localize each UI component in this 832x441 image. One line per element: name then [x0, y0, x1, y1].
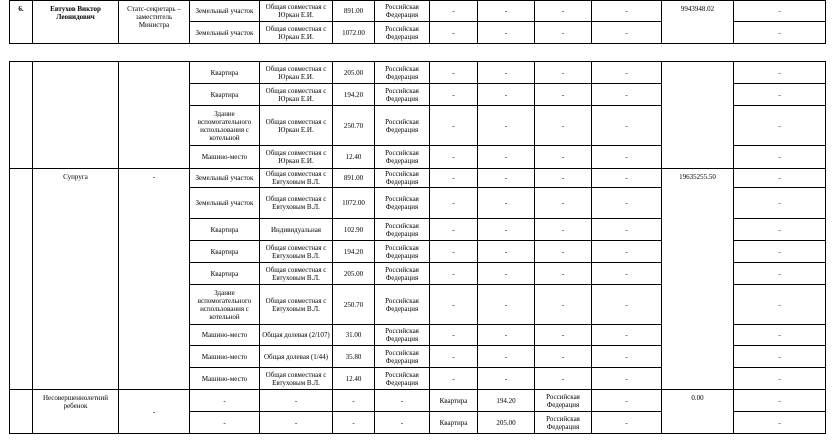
object-type: Квартира — [190, 241, 260, 263]
person-position: Статс-секретарь – заместитель Министра — [119, 1, 190, 44]
object-area: 250.70 — [333, 106, 375, 146]
used-type: - — [430, 241, 478, 263]
object-country: Российская Федерация — [375, 62, 430, 84]
object-country: Российская Федерация — [375, 241, 430, 263]
object-type: Земельный участок — [190, 188, 260, 219]
object-country: Российская Федерация — [375, 169, 430, 188]
object-type: Машино-место — [190, 325, 260, 346]
relation-label: Супруга — [33, 169, 119, 390]
vehicles: - — [592, 346, 662, 368]
vehicles: - — [592, 390, 662, 412]
ownership-type: Общая совместная с Евтуховым В.Л. — [260, 368, 333, 390]
acquisition-sources: - — [734, 1, 826, 22]
used-type: - — [430, 1, 478, 22]
object-country: Российская Федерация — [375, 263, 430, 285]
used-type: - — [430, 325, 478, 346]
object-area: 194.20 — [333, 84, 375, 106]
acquisition-sources: - — [734, 22, 826, 44]
vehicles: - — [592, 219, 662, 241]
acquisition-sources: - — [734, 263, 826, 285]
used-area: - — [478, 241, 535, 263]
used-country: - — [535, 346, 592, 368]
used-country: Российская Федерация — [535, 390, 592, 412]
used-area: - — [478, 219, 535, 241]
object-area: 205.00 — [333, 263, 375, 285]
used-country: - — [535, 146, 592, 169]
object-area: 205.00 — [333, 62, 375, 84]
object-country: Российская Федерация — [375, 188, 430, 219]
vehicles: - — [592, 169, 662, 188]
vehicles: - — [592, 241, 662, 263]
declared-income: 9943948.02 — [662, 1, 734, 44]
vehicles: - — [592, 188, 662, 219]
ownership-type: Общая совместная с Евтуховым В.Л. — [260, 241, 333, 263]
used-country: - — [535, 368, 592, 390]
declared-income: 0.00 — [662, 390, 734, 434]
used-country: - — [535, 188, 592, 219]
ownership-type: Общая долевая (2/107) — [260, 325, 333, 346]
vehicles: - — [592, 368, 662, 390]
used-country: - — [535, 285, 592, 325]
object-area: 891.00 — [333, 1, 375, 22]
object-type: Квартира — [190, 219, 260, 241]
vehicles: - — [592, 412, 662, 434]
acquisition-sources: - — [734, 346, 826, 368]
ownership-type: Общая совместная с Юркан Е.И. — [260, 146, 333, 169]
acquisition-sources: - — [734, 325, 826, 346]
vehicles: - — [592, 1, 662, 22]
acquisition-sources: - — [734, 62, 826, 84]
used-type: Квартира — [430, 412, 478, 434]
acquisition-sources: - — [734, 368, 826, 390]
used-type: - — [430, 62, 478, 84]
object-country: Российская Федерация — [375, 106, 430, 146]
used-type: - — [430, 84, 478, 106]
object-country: Российская Федерация — [375, 22, 430, 44]
used-country: - — [535, 219, 592, 241]
object-area: 250.70 — [333, 285, 375, 325]
used-area: - — [478, 22, 535, 44]
object-country: - — [375, 412, 430, 434]
acquisition-sources: - — [734, 84, 826, 106]
used-type: Квартира — [430, 390, 478, 412]
acquisition-sources: - — [734, 188, 826, 219]
ownership-type: Общая совместная с Евтуховым В.Л. — [260, 263, 333, 285]
object-area: 12.40 — [333, 368, 375, 390]
row-number: 6. — [10, 1, 33, 44]
object-type: Земельный участок — [190, 1, 260, 22]
declared-income: 19635255.50 — [662, 169, 734, 390]
ownership-type: - — [260, 412, 333, 434]
object-country: Российская Федерация — [375, 146, 430, 169]
used-type: - — [430, 368, 478, 390]
vehicles: - — [592, 325, 662, 346]
object-country: Российская Федерация — [375, 219, 430, 241]
used-type: - — [430, 169, 478, 188]
vehicles: - — [592, 146, 662, 169]
ownership-type: Общая совместная с Евтуховым В.Л. — [260, 169, 333, 188]
object-type: Здание вспомогательного использования с котельной — [190, 106, 260, 146]
used-type: - — [430, 106, 478, 146]
ownership-type: - — [260, 390, 333, 412]
used-area: 194.20 — [478, 390, 535, 412]
ownership-type: Индивидуальная — [260, 219, 333, 241]
object-country: - — [375, 390, 430, 412]
object-area: - — [333, 412, 375, 434]
used-area: - — [478, 325, 535, 346]
acquisition-sources: - — [734, 169, 826, 188]
used-type: - — [430, 346, 478, 368]
object-type: Земельный участок — [190, 22, 260, 44]
spouse-position: - — [119, 169, 190, 390]
table-row — [10, 169, 826, 188]
used-area: - — [478, 346, 535, 368]
used-country: - — [535, 1, 592, 22]
used-country: - — [535, 22, 592, 44]
ownership-type: Общая совместная с Евтуховым В.Л. — [260, 188, 333, 219]
object-country: Российская Федерация — [375, 368, 430, 390]
used-country: - — [535, 169, 592, 188]
ownership-type: Общая совместная с Юркан Е.И. — [260, 22, 333, 44]
used-area: - — [478, 285, 535, 325]
object-type: Машино-место — [190, 346, 260, 368]
vehicles: - — [592, 263, 662, 285]
object-type: Квартира — [190, 263, 260, 285]
used-area: - — [478, 188, 535, 219]
used-country: - — [535, 263, 592, 285]
vehicles: - — [592, 22, 662, 44]
table-row — [10, 390, 826, 412]
ownership-type: Общая долевая (1/44) — [260, 346, 333, 368]
ownership-type: Общая совместная с Юркан Е.И. — [260, 84, 333, 106]
used-area: - — [478, 263, 535, 285]
child-position: - — [119, 390, 190, 434]
person-name: Евтухов Виктор Леонидович — [33, 1, 119, 44]
object-country: Российская Федерация — [375, 346, 430, 368]
used-area: - — [478, 368, 535, 390]
object-area: 35.80 — [333, 346, 375, 368]
object-area: 12.40 — [333, 146, 375, 169]
used-type: - — [430, 146, 478, 169]
used-area: - — [478, 169, 535, 188]
object-type: Машино-место — [190, 146, 260, 169]
object-type: - — [190, 412, 260, 434]
vehicles: - — [592, 285, 662, 325]
object-type: Квартира — [190, 62, 260, 84]
object-type: Здание вспомогательного использования с котельной — [190, 285, 260, 325]
object-type: - — [190, 390, 260, 412]
ownership-type: Общая совместная с Юркан Е.И. — [260, 62, 333, 84]
used-area: - — [478, 146, 535, 169]
used-area: 205.00 — [478, 412, 535, 434]
used-type: - — [430, 22, 478, 44]
used-country: - — [535, 106, 592, 146]
acquisition-sources: - — [734, 390, 826, 412]
object-area: 1072.00 — [333, 188, 375, 219]
object-area: 31.00 — [333, 325, 375, 346]
used-type: - — [430, 188, 478, 219]
relation-label: Несовершеннолетний ребенок — [33, 390, 119, 434]
object-country: Российская Федерация — [375, 325, 430, 346]
used-area: - — [478, 106, 535, 146]
acquisition-sources: - — [734, 146, 826, 169]
acquisition-sources: - — [734, 106, 826, 146]
used-country: Российская Федерация — [535, 412, 592, 434]
used-area: - — [478, 84, 535, 106]
object-type: Машино-место — [190, 368, 260, 390]
object-country: Российская Федерация — [375, 84, 430, 106]
used-area: - — [478, 62, 535, 84]
vehicles: - — [592, 106, 662, 146]
used-country: - — [535, 62, 592, 84]
used-country: - — [535, 241, 592, 263]
declaration-table-part-2 — [9, 61, 826, 434]
used-type: - — [430, 263, 478, 285]
table-row — [10, 1, 826, 22]
object-area: 891.00 — [333, 169, 375, 188]
acquisition-sources: - — [734, 285, 826, 325]
acquisition-sources: - — [734, 241, 826, 263]
used-area: - — [478, 1, 535, 22]
used-type: - — [430, 219, 478, 241]
object-type: Земельный участок — [190, 169, 260, 188]
table-row — [10, 62, 826, 84]
object-country: Российская Федерация — [375, 285, 430, 325]
object-type: Квартира — [190, 84, 260, 106]
acquisition-sources: - — [734, 219, 826, 241]
object-country: Российская Федерация — [375, 1, 430, 22]
used-country: - — [535, 325, 592, 346]
used-country: - — [535, 84, 592, 106]
object-area: 194.20 — [333, 241, 375, 263]
ownership-type: Общая совместная с Юркан Е.И. — [260, 106, 333, 146]
vehicles: - — [592, 62, 662, 84]
object-area: 102.90 — [333, 219, 375, 241]
object-area: - — [333, 390, 375, 412]
declaration-table-part-1 — [9, 0, 826, 44]
ownership-type: Общая совместная с Юркан Е.И. — [260, 1, 333, 22]
acquisition-sources: - — [734, 412, 826, 434]
object-area: 1072.00 — [333, 22, 375, 44]
ownership-type: Общая совместная с Евтуховым В.Л. — [260, 285, 333, 325]
vehicles: - — [592, 84, 662, 106]
used-type: - — [430, 285, 478, 325]
